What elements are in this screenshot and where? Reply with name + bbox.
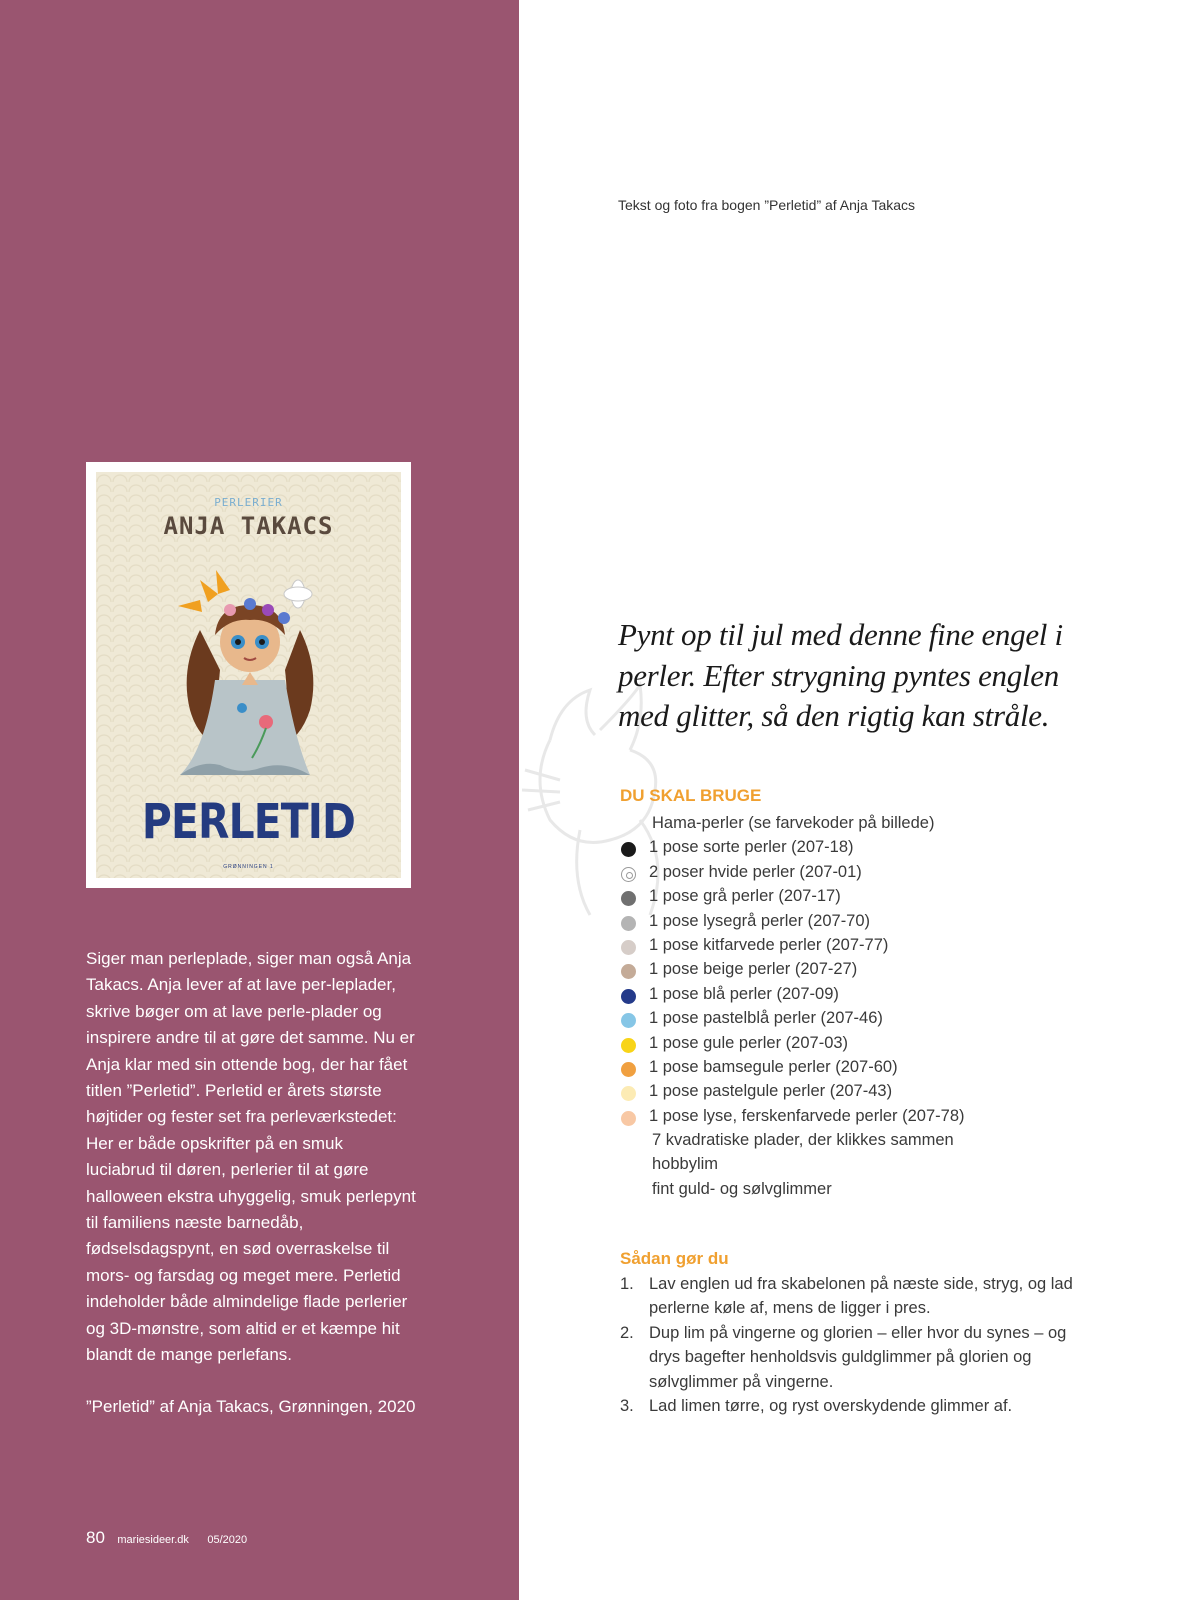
material-item: [620, 1079, 1070, 1103]
material-item: [620, 860, 1070, 884]
bead-color-dot: [621, 964, 636, 979]
material-item-label: 1 pose grå perler (207-17): [649, 887, 841, 906]
material-item: [620, 811, 1070, 835]
material-item-label: 2 poser hvide perler (207-01): [649, 862, 862, 881]
material-item: [620, 1031, 1070, 1055]
material-item-label: hobbylim: [652, 1155, 719, 1174]
material-item-label: 1 pose bamsegule perler (207-60): [649, 1057, 898, 1076]
bead-color-dot: [621, 842, 636, 857]
footer-site: mariesideer.dk: [117, 1534, 189, 1546]
angel-illustration: [160, 560, 340, 780]
instruction-step: [620, 1272, 1080, 1321]
material-item-label: Hama-perler (se farvekoder på billede): [652, 814, 935, 832]
step-number: 1.: [620, 1275, 634, 1293]
instruction-step: [620, 1394, 1080, 1418]
book-cover-art: [96, 472, 401, 878]
book-author: ANJA TAKACS: [163, 512, 334, 540]
bead-color-dot: [621, 891, 636, 906]
material-item-label: 1 pose lyse, ferskenfarvede perler (207-78): [649, 1106, 965, 1125]
material-item: [620, 1128, 1070, 1152]
materials-heading: DU SKAL BRUGE: [620, 786, 762, 805]
materials-list: [620, 811, 1070, 1201]
material-item-label: 1 pose kitfarvede perler (207-77): [649, 935, 889, 954]
step-text: Lav englen ud fra skabelonen på næste side, stryg, og lad perlerne køle af, mens de ligger i pres.: [649, 1275, 1073, 1318]
material-item-label: 1 pose pastelblå perler (207-46): [649, 1009, 883, 1028]
book-title: PERLETID: [141, 794, 356, 850]
material-item: [620, 1006, 1070, 1030]
instructions-heading: Sådan gør du: [620, 1249, 729, 1268]
material-item: [620, 933, 1070, 957]
material-item: [620, 884, 1070, 908]
bead-color-dot: [621, 1038, 636, 1053]
material-item-label: 1 pose lysegrå perler (207-70): [649, 911, 871, 930]
material-item: [620, 982, 1070, 1006]
bead-color-dot: [621, 989, 636, 1004]
bead-color-dot: [621, 1086, 636, 1101]
book-cover: [86, 462, 411, 888]
step-number: 2.: [620, 1323, 634, 1342]
bead-color-dot: [621, 867, 636, 882]
material-item-label: fint guld- og sølvglimmer: [652, 1179, 832, 1198]
material-item: [620, 1104, 1070, 1128]
bead-color-dot: [621, 1062, 636, 1077]
footer-issue: 05/2020: [207, 1534, 248, 1546]
step-text: Dup lim på vingerne og glorien – eller hvor du synes – og drys bagefter henholdsvis guldglimmer på glorien og sølvglimmer på vingerne.: [649, 1323, 1067, 1391]
material-item: [620, 1152, 1070, 1176]
material-item-label: 1 pose beige perler (207-27): [649, 960, 858, 979]
left-panel: [0, 0, 519, 1600]
lead-text: Pynt op til jul med denne fine engel i perler. Efter strygning pyntes englen med glitter, så den rigtig kan stråle.: [618, 617, 1063, 733]
material-item-label: 1 pose gule perler (207-03): [649, 1033, 849, 1052]
material-item-label: 1 pose sorte perler (207-18): [649, 838, 854, 857]
material-item: [620, 1055, 1070, 1079]
bead-color-dot: [621, 1111, 636, 1126]
material-item: [620, 909, 1070, 933]
instruction-step: [620, 1321, 1080, 1394]
material-item-label: 7 kvadratiske plader, der klikkes sammen: [652, 1131, 954, 1150]
material-item: [620, 957, 1070, 981]
book-series-label: PERLERIER: [214, 496, 283, 509]
intro-paragraph: Siger man perleplade, siger man også Anja Takacs. Anja lever af at lave per-leplader, skrive bøger om at lave perle-plader og inspirere andre til at gøre det samme. Nu er Anja klar med sin ottende bog, der har fået titlen ”Perletid”. Perletid er årets største højtider og fester set fra perleværkstedet: Her er både opskrifter på en smuk luciabrud til døren, perlerier til at gøre halloween ekstra uhyggelig, smuk perlepynt til familiens næste barnedåb, fødselsdagspynt, en sød overraskelse til mors- og farsdag og meget mere. Perletid indeholder både almindelige flade perlerier og 3D-mønstre, som altid er et kæmpe hit blandt de mange perlefans.: [86, 949, 416, 1365]
bead-color-dot: [621, 916, 636, 931]
material-item: [620, 835, 1070, 859]
material-item-label: 1 pose blå perler (207-09): [649, 984, 839, 1003]
material-item-label: 1 pose pastelgule perler (207-43): [649, 1082, 893, 1101]
page-footer: [86, 1528, 247, 1548]
step-number: 3.: [620, 1397, 634, 1416]
book-credit: ”Perletid” af Anja Takacs, Grønningen, 2020: [86, 1397, 416, 1416]
page-number: 80: [86, 1528, 105, 1547]
material-item: [620, 1177, 1070, 1201]
book-publisher: GRØNNINGEN 1: [223, 864, 274, 870]
instructions-list: [620, 1272, 1080, 1418]
source-note: Tekst og foto fra bogen ”Perletid” af Anja Takacs: [618, 197, 916, 213]
bead-color-dot: [621, 1013, 636, 1028]
step-text: Lad limen tørre, og ryst overskydende glimmer af.: [649, 1397, 1013, 1416]
bead-color-dot: [621, 940, 636, 955]
